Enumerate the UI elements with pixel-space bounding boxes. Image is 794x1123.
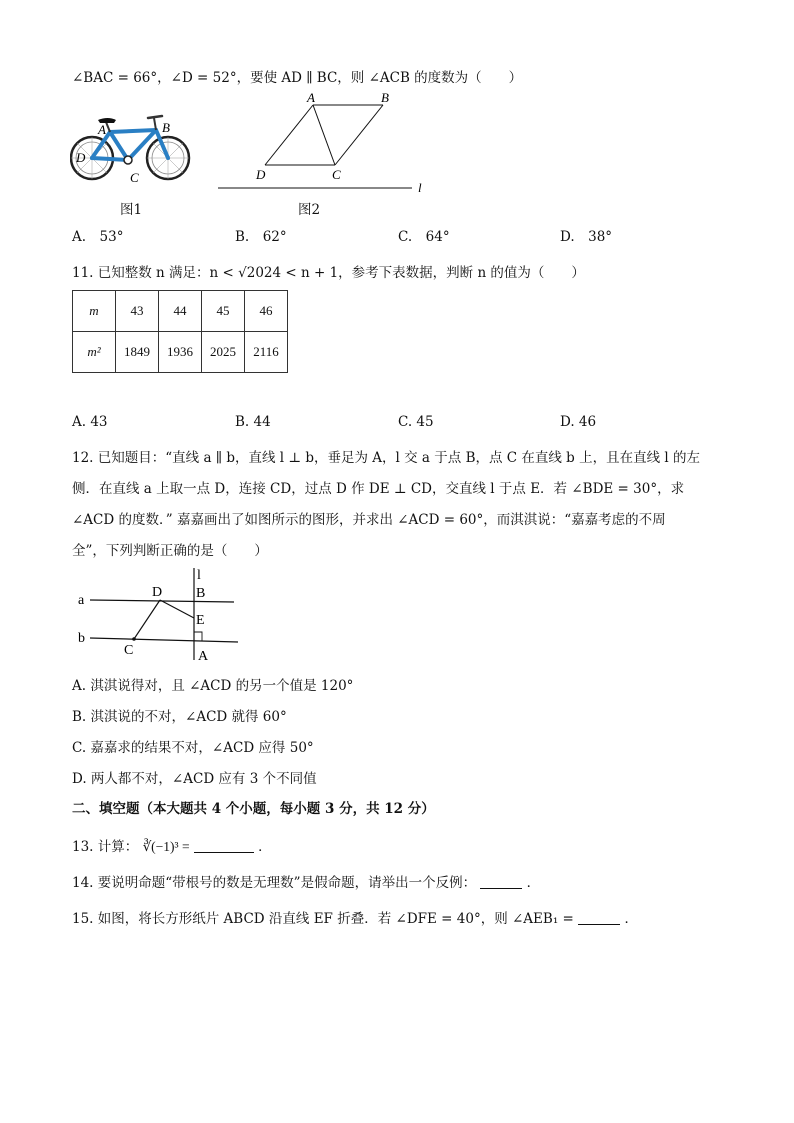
q12-option-d: D. 两人都不对，∠ACD 应有 3 个不同值 xyxy=(72,771,317,787)
fig2-label-D: D xyxy=(256,167,266,182)
q12-option-a: A. 淇淇说得对，且 ∠ACD 的另一个值是 120° xyxy=(72,678,354,694)
q13-suffix: ． xyxy=(258,839,272,855)
segment-DE xyxy=(160,600,194,618)
q10-option-b: B. 62° xyxy=(235,229,287,245)
fig2-label-A: A xyxy=(307,90,315,105)
fig12-label-D: D xyxy=(152,585,163,600)
segment-BC xyxy=(335,105,383,165)
table-cell: 43 xyxy=(116,291,159,332)
q12-option-c: C. 嘉嘉求的结果不对，∠ACD 应得 50° xyxy=(72,740,314,756)
q10-option-d: D. 38° xyxy=(560,229,613,245)
fig2-label-C: C xyxy=(332,167,341,182)
table-cell: 45 xyxy=(202,291,245,332)
fig12-label-E: E xyxy=(196,613,205,628)
fig12-label-B: B xyxy=(196,586,206,601)
line-b xyxy=(90,638,238,642)
q14-text: 14. 要说明命题“带根号的数是无理数”是假命题，请举出一个反例： xyxy=(72,875,477,891)
row-header-m2: m² xyxy=(73,332,116,373)
q11-stem: 11. 已知整数 n 满足：n < √2024 < n + 1，参考下表数据，判断 n 的值为（ ） xyxy=(72,265,585,281)
figure-1-caption: 图1 xyxy=(120,202,143,218)
fig12-label-a: a xyxy=(78,593,85,608)
q11-option-a: A. 43 xyxy=(72,414,108,430)
q15-suffix: ． xyxy=(624,911,638,927)
right-angle-mark xyxy=(194,632,202,641)
q15-text: 15. 如图，将长方形纸片 ABCD 沿直线 EF 折叠．若 ∠DFE = 40°，则 ∠AEB₁ = xyxy=(72,911,574,927)
q12-stem-line-3: ∠ACD 的度数．” 嘉嘉画出了如图所示的图形，并求出 ∠ACD = 60°，而淇淇说：“嘉嘉考虑的不周 xyxy=(72,512,666,528)
row-header-m: m xyxy=(73,291,116,332)
q12-option-b: B. 淇淇说的不对，∠ACD 就得 60° xyxy=(72,709,287,725)
segment-DA xyxy=(265,105,313,165)
q12-stem-line-1: 12. 已知题目：“直线 a ∥ b，直线 l ⊥ b，垂足为 A，l 交 a 于点 B，点 C 在直线 b 上，且在直线 l 的左 xyxy=(72,450,701,466)
fig1-label-B: B xyxy=(162,120,170,135)
figure-2-caption: 图2 xyxy=(298,202,321,218)
fig12-label-l: l xyxy=(197,568,201,583)
table-cell: 2025 xyxy=(202,332,245,373)
q13-prefix: 13. 计算： xyxy=(72,839,139,855)
q12-stem-line-4: 全”，下列判断正确的是（ ） xyxy=(72,543,268,559)
table-cell: 44 xyxy=(159,291,202,332)
segment-AC xyxy=(313,105,335,165)
q11-option-c: C. 45 xyxy=(398,414,434,430)
q14-suffix: ． xyxy=(526,875,541,891)
table-cell: 1849 xyxy=(116,332,159,373)
fig12-label-A: A xyxy=(198,649,209,664)
q12-figure xyxy=(72,566,247,666)
fig1-label-D: D xyxy=(76,150,86,165)
q13 xyxy=(72,835,272,855)
q10-stem: ∠BAC = 66°，∠D = 52°，要使 AD ∥ BC，则 ∠ACB 的度数为（ ） xyxy=(72,70,523,86)
section-2-heading: 二、填空题（本大题共 4 个小题，每小题 3 分，共 12 分） xyxy=(72,801,435,817)
fig12-label-C: C xyxy=(124,643,134,658)
q11-option-d: D. 46 xyxy=(560,414,597,430)
q14 xyxy=(72,871,540,891)
q13-expression: ∛(−1)³ = xyxy=(142,839,190,854)
q15-answer-blank[interactable] xyxy=(578,910,620,925)
table-row xyxy=(73,332,288,373)
fig12-label-b: b xyxy=(78,631,85,646)
q11-option-b: B. 44 xyxy=(235,414,271,430)
table-cell: 2116 xyxy=(245,332,288,373)
table-cell: 1936 xyxy=(159,332,202,373)
fig1-label-C: C xyxy=(130,170,139,185)
fig1-label-A: A xyxy=(98,122,106,137)
q12-stem-line-2: 侧．在直线 a 上取一点 D，连接 CD，过点 D 作 DE ⊥ CD，交直线 l 于点 E．若 ∠BDE = 30°，求 xyxy=(72,481,685,497)
figure-2-parallelogram xyxy=(212,88,432,194)
q13-answer-blank[interactable] xyxy=(194,838,254,853)
fig2-label-l: l xyxy=(418,180,422,194)
q14-answer-blank[interactable] xyxy=(480,874,522,889)
segment-DC xyxy=(134,600,160,639)
q10-option-a: A. 53° xyxy=(72,229,124,245)
q15 xyxy=(72,907,638,927)
q10-option-c: C. 64° xyxy=(398,229,450,245)
table-row xyxy=(73,291,288,332)
q11-table xyxy=(72,290,288,373)
figure-1-bicycle xyxy=(70,110,195,192)
table-cell: 46 xyxy=(245,291,288,332)
fig2-label-B: B xyxy=(381,90,389,105)
